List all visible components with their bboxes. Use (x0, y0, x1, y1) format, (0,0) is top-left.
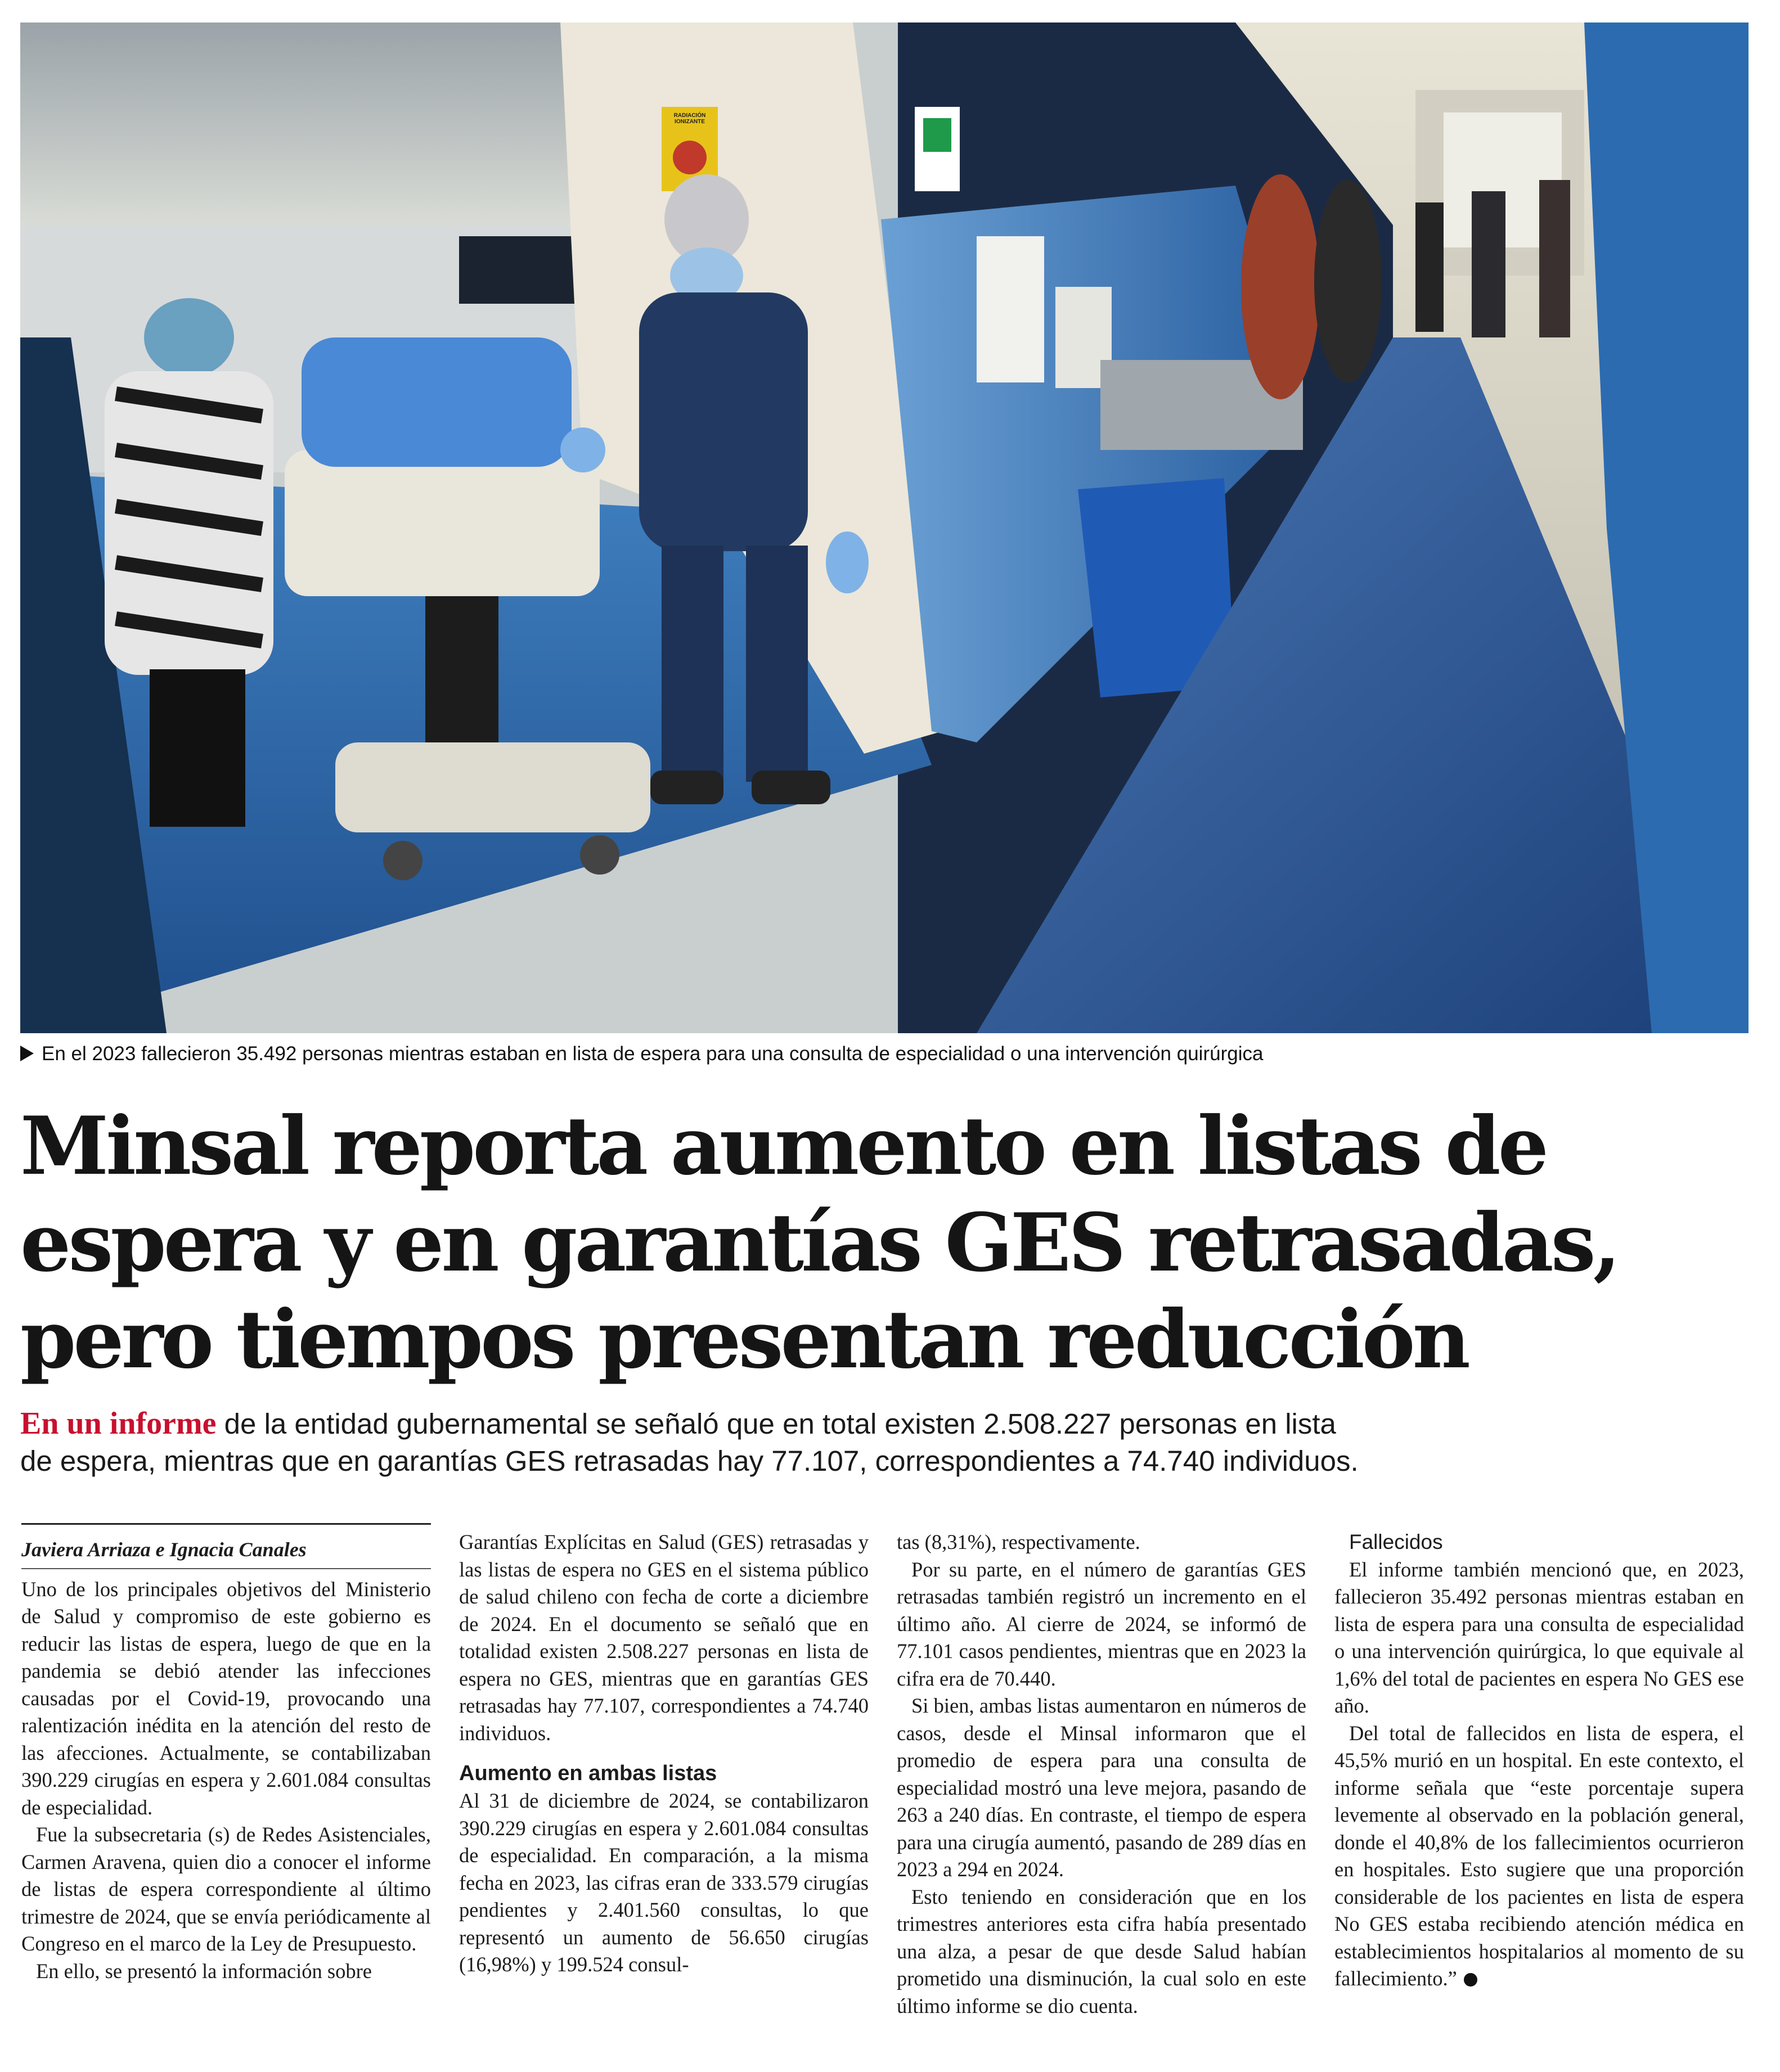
headline (20, 1098, 1759, 1388)
lead-line-1 (20, 1405, 1759, 1443)
body-paragraph-9-text: Del total de fallecidos en lista de espera, el 45,5% murió en un hospital. En este contexto, el informe señala que “este porcentaje supera levemente al observado en la población general, donde el 40,8% de los fallecimientos ocurrieron en hospitales. Esto sugiere que una proporción considerable de los pacientes en lista de espera No GES estaba recibiendo atención médica en establecimientos hospitalarios al momento de su fallecimiento.” (1334, 1721, 1744, 1990)
body-paragraph-3a: En ello, se presentó la información sobre (36, 1959, 372, 1983)
hospital-photo (20, 22, 1748, 1033)
body-paragraph-1: Uno de los principales objetivos del Ministerio de Salud y compromiso de este gobierno es reducir las listas de espera, luego de que en la pandemia se debió atender las infecciones causadas por el Covid-19, provocando una ralentización inédita en la atención del resto de las afecciones. Actualmente, se contabilizaban 390.229 cirugías en espera y 2.601.084 consultas de especialidad. (21, 1577, 431, 1819)
lead-paragraph (20, 1405, 1759, 1480)
subhead-fallecidos: Fallecidos (1349, 1530, 1443, 1553)
caption-text: En el 2023 fallecieron 35.492 personas mientras estaban en lista de espera para una consulta de especialidad o una intervención quirúrgica (42, 1043, 1264, 1065)
column-2 (459, 1529, 869, 1979)
body-paragraph-2: Fue la subsecretaria (s) de Redes Asistenciales, Carmen Aravena, quien dio a conocer el informe de listas de espera correspondiente al último trimestre de 2024, que se envía periódicamente al Congreso en el marco de la Ley de Presupuesto. (21, 1823, 431, 1955)
body-paragraph-3b: Garantías Explícitas en Salud (GES) retrasadas y las listas de espera no GES en el sistema público de salud chileno con fecha de corte a diciembre de 2024. En el documento se señaló que en totalidad existen 2.508.227 personas en lista de espera no GES, mientras que en garantías GES retrasadas hay 77.107, correspondientes a 74.740 individuos. (459, 1530, 869, 1745)
photo-caption (20, 1039, 1759, 1069)
body-paragraph-8: El informe también mencionó que, en 2023, fallecieron 35.492 personas mientras estaban en lista de espera para una consulta de especialidad o una intervención quirúrgica, lo que equivale al 1,6% del total de pacientes en espera No GES ese año. (1334, 1557, 1744, 1717)
column-4 (1334, 1529, 1744, 1993)
byline: Javiera Arriaza e Ignacia Canales (21, 1523, 431, 1569)
end-bullet-icon (1464, 1973, 1477, 1987)
column-3 (897, 1529, 1306, 2020)
body-paragraph-5: Por su parte, en el número de garantías GES retrasadas también registró un incremento en el último año. Al cierre de 2024, se informó de 77.101 casos pendientes, mientras que en 2023 la cifra era de 70.440. (897, 1557, 1306, 1690)
subhead-aumento: Aumento en ambas listas (459, 1762, 717, 1785)
body-paragraph-6: Si bien, ambas listas aumentaron en números de casos, desde el Minsal informaron que el promedio de espera para una consulta de especialidad mostró una leve mejora, pasando de 263 a 240 días. En contraste, el tiempo de espera para una cirugía aumentó, pasando de 289 días en 2023 a 294 en 2024. (897, 1694, 1306, 1881)
radiation-sign-text: RADIACIÓN IONIZANTE (673, 112, 706, 125)
body-paragraph-4b: tas (8,31%), respectivamente. (897, 1530, 1140, 1553)
caption-arrow-icon (20, 1046, 34, 1061)
body-paragraph-9 (1334, 1720, 1744, 1993)
lead-line-2: de espera, mientras que en garantías GES retrasadas hay 77.107, correspondientes a 74.740 individuos. (20, 1445, 1359, 1477)
headline-line-3: pero tiempos presentan reducción (20, 1293, 1468, 1386)
body-paragraph-7: Esto teniendo en consideración que en los trimestres anteriores esta cifra había presentado una alza, a pesar de que desde Salud habían prometido una disminución, la cual solo en este último informe se dio cuenta. (897, 1885, 1306, 2017)
headline-line-2: espera y en garantías GES retrasadas, (20, 1196, 1619, 1290)
lead-kicker: En un informe (20, 1406, 217, 1441)
lead-line-1-text: de la entidad gubernamental se señaló que en total existen 2.508.227 personas en lista (216, 1408, 1336, 1440)
hospital-corridor-illustration (20, 22, 1748, 1033)
body-paragraph-4a: Al 31 de diciembre de 2024, se contabilizaron 390.229 cirugías en espera y 2.601.084 consultas de especialidad. En comparación, a la misma fecha en 2023, las cifras eran de 333.579 cirugías pendientes y 2.401.560 consultas, lo que representó un aumento de 56.650 cirugías (16,98%) y 199.524 consul- (459, 1789, 869, 1976)
headline-line-1: Minsal reporta aumento en listas de (20, 1100, 1547, 1193)
column-1 (21, 1523, 431, 1985)
